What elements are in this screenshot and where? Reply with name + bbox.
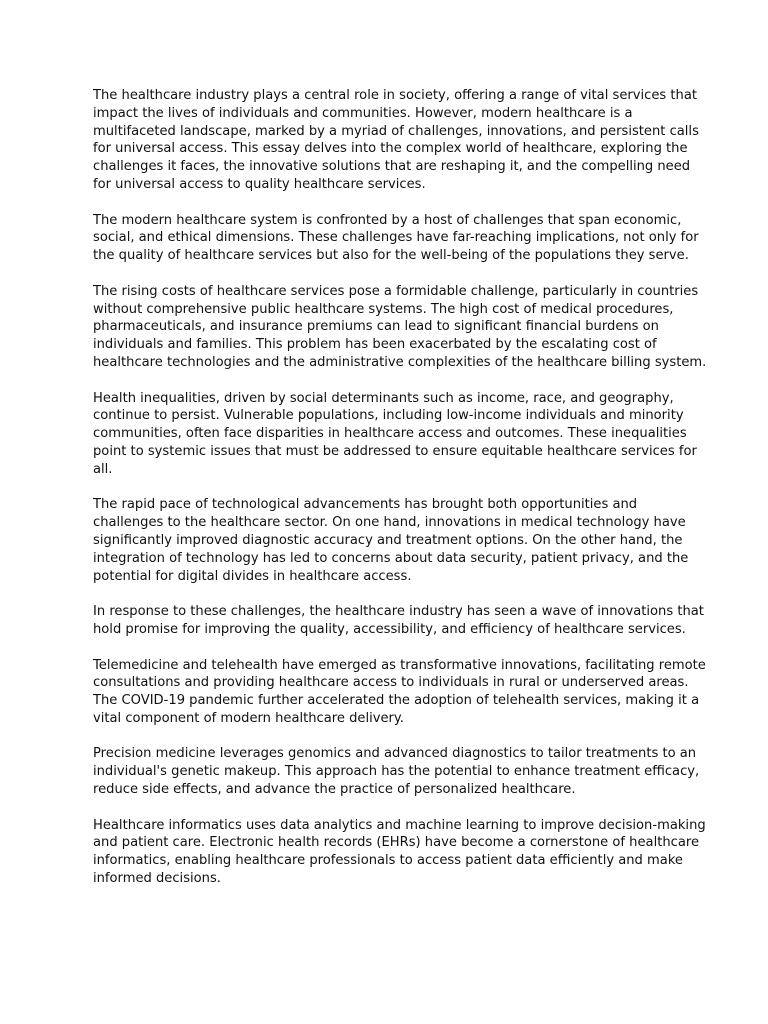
- text-line: Precision medicine leverages genomics and advanced diagnostics to tailor treatments to an: [93, 746, 697, 762]
- paragraph-8: [93, 745, 700, 798]
- text-line: vital component of modern healthcare delivery.: [93, 710, 404, 726]
- text-line: without comprehensive public healthcare systems. The high cost of medical procedures,: [93, 301, 674, 317]
- text-line: the quality of healthcare services but also for the well-being of the populations they serve.: [93, 248, 689, 264]
- text-line: social, and ethical dimensions. These challenges have far-reaching implications, not only for: [93, 230, 699, 246]
- text-line: consultations and providing healthcare access to individuals in rural or underserved areas.: [93, 675, 689, 691]
- text-line: point to systemic issues that must be addressed to ensure equitable healthcare services for: [93, 443, 697, 459]
- text-line: pharmaceuticals, and insurance premiums can lead to significant financial burdens on: [93, 319, 659, 335]
- paragraph-7: [93, 657, 706, 728]
- text-line: informed decisions.: [93, 871, 221, 887]
- paragraph-1: [93, 87, 699, 194]
- text-line: Health inequalities, driven by social determinants such as income, race, and geography,: [93, 390, 674, 406]
- text-line: integration of technology has led to concerns about data security, patient privacy, and the: [93, 550, 689, 566]
- text-line: continue to persist. Vulnerable populations, including low-income individuals and minority: [93, 408, 684, 424]
- text-line: The healthcare industry plays a central role in society, offering a range of vital services that: [93, 88, 697, 103]
- text-line: potential for digital divides in healthcare access.: [93, 568, 412, 584]
- text-line: significantly improved diagnostic accuracy and treatment options. On the other hand, the: [93, 532, 683, 548]
- text-line: The rising costs of healthcare services pose a formidable challenge, particularly in countries: [93, 283, 699, 299]
- text-line: individual's genetic makeup. This approach has the potential to enhance treatment efficacy,: [93, 764, 700, 780]
- text-line: Telemedicine and telehealth have emerged as transformative innovations, facilitating remote: [93, 657, 706, 673]
- text-line: multifaceted landscape, marked by a myriad of challenges, innovations, and persistent calls: [93, 123, 699, 139]
- text-line: impact the lives of individuals and communities. However, modern healthcare is a: [93, 105, 633, 121]
- paragraph-5: [93, 496, 689, 585]
- paragraph-3: [93, 283, 707, 372]
- text-line: challenges it faces, the innovative solutions that are reshaping it, and the compelling need: [93, 159, 691, 175]
- paragraph-2: [93, 212, 699, 265]
- paragraph-6: [93, 603, 704, 639]
- paragraph-9: [93, 817, 706, 888]
- text-line: The rapid pace of technological advancements has brought both opportunities and: [93, 497, 638, 513]
- text-line: reduce side effects, and advance the practice of personalized healthcare.: [93, 782, 576, 798]
- text-line: for universal access. This essay delves into the complex world of healthcare, exploring the: [93, 141, 688, 157]
- text-line: individuals and families. This problem has been exacerbated by the escalating cost of: [93, 337, 657, 353]
- text-line: informatics, enabling healthcare professionals to access patient data efficiently and make: [93, 853, 683, 869]
- paragraph-4: [93, 390, 697, 479]
- text-line: communities, often face disparities in healthcare access and outcomes. These inequalities: [93, 426, 687, 442]
- text-line: Healthcare informatics uses data analytics and machine learning to improve decision-making: [93, 817, 706, 833]
- text-line: In response to these challenges, the healthcare industry has seen a wave of innovations that: [93, 604, 704, 620]
- text-line: for universal access to quality healthcare services.: [93, 176, 426, 192]
- text-line: and patient care. Electronic health records (EHRs) have become a cornerstone of healthcare: [93, 835, 700, 851]
- text-line: healthcare technologies and the administrative complexities of the healthcare billing system.: [93, 354, 707, 370]
- document-body: [93, 87, 707, 906]
- text-line: hold promise for improving the quality, accessibility, and efficiency of healthcare services.: [93, 621, 686, 637]
- text-line: The modern healthcare system is confronted by a host of challenges that span economic,: [93, 212, 682, 228]
- text-line: all.: [93, 461, 113, 477]
- text-line: challenges to the healthcare sector. On one hand, innovations in medical technology have: [93, 515, 686, 531]
- text-line: The COVID-19 pandemic further accelerated the adoption of telehealth services, making it a: [93, 693, 700, 709]
